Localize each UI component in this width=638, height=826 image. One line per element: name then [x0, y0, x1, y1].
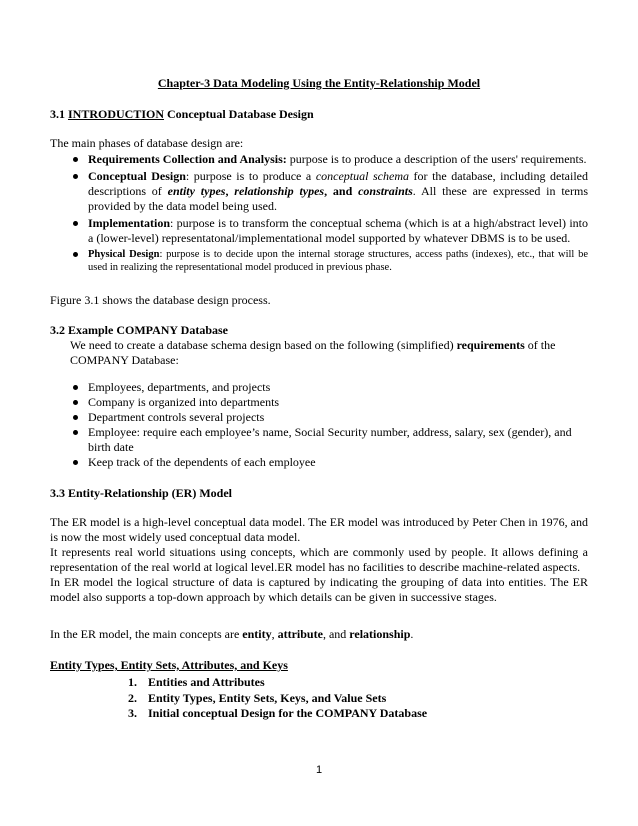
phases-list: [70, 152, 588, 274]
section-3-2-heading: 3.2 Example COMPANY Database: [50, 323, 228, 337]
list-item: [70, 380, 588, 395]
phase-term: Conceptual Design: [88, 169, 186, 183]
paragraph: The ER model is a high-level conceptual data model. The ER model was introduced by Peter Chen in 1976, and is now the most widely used conceptual data model.: [50, 515, 588, 544]
bullet-icon: [73, 174, 78, 179]
item-text: Entities and Attributes: [148, 675, 265, 689]
list-item: [70, 410, 588, 425]
requirement-text: Department controls several projects: [88, 410, 265, 424]
list-item: [128, 675, 568, 691]
phase-text: : purpose is to produce a: [185, 169, 316, 183]
bullet-icon: [73, 400, 78, 405]
list-item: [128, 691, 568, 707]
list-item: [70, 248, 588, 274]
requirement-text: Employee: require each employee’s name, Social Security number, address, salary, sex (gender), and birth date: [88, 425, 572, 454]
item-text: Initial conceptual Design for the COMPANY Database: [148, 706, 428, 720]
phase-text: for the database, including detailed descriptions of: [88, 169, 588, 198]
bullet-icon: [73, 157, 78, 162]
bullet-icon: [73, 385, 78, 390]
section-3-3-heading: 3.3 Entity-Relationship (ER) Model: [50, 486, 233, 500]
paragraph: It represents real world situations using concepts, which are commonly used by people. It allows defining a representation of the real world at logical level.ER model has no facilities to describe machine-related aspects.: [50, 545, 588, 574]
phase-text: . All these are expressed in terms provided by the data model being used.: [88, 184, 589, 213]
main-concepts-paragraph: [50, 627, 590, 642]
bullet-icon: [73, 415, 78, 420]
phase-text: : purpose is to transform the conceptual schema (which is at a high/abstract level) into a (lower-level) representatonal/implementational model supported by whatever DBMS is to be used.: [88, 216, 588, 245]
bullet-icon: [73, 221, 78, 226]
intro-bold: requirements: [456, 338, 525, 352]
bullet-icon: [73, 430, 78, 435]
bullet-icon: [73, 460, 78, 465]
page-number: 1: [315, 764, 323, 776]
entity-types-heading: Entity Types, Entity Sets, Attributes, and Keys: [50, 658, 288, 672]
list-item: [70, 152, 588, 167]
intro-text: of the COMPANY Database:: [70, 338, 556, 367]
list-item: [70, 395, 588, 410]
item-number: 1.: [128, 675, 137, 689]
concepts-end: .: [410, 627, 414, 641]
paragraph: In ER model the logical structure of data is captured by indicating the grouping of data into entities. The ER model also supports a top-down approach by which details can be given in successive stages.: [50, 575, 588, 604]
phase-bold-italic: constraints: [358, 184, 413, 198]
list-item: [128, 706, 568, 722]
requirements-list: [70, 380, 588, 470]
bullet-icon: [73, 252, 78, 257]
item-number: 3.: [128, 706, 137, 720]
requirement-text: Keep track of the dependents of each employee: [88, 455, 316, 469]
item-number: 2.: [128, 690, 137, 705]
section-number: 3.1: [50, 107, 65, 121]
requirement-text: Employees, departments, and projects: [88, 380, 271, 394]
topics-list: [128, 675, 568, 722]
list-item: [70, 216, 588, 246]
phase-separator: , and: [324, 184, 359, 198]
list-item: [70, 169, 588, 214]
phase-term: Requirements Collection and Analysis:: [88, 152, 287, 166]
phase-bold-italic: relationship types: [234, 184, 325, 198]
phase-bold-italic: entity types: [167, 184, 226, 198]
phase-text: purpose is to produce a description of the users' requirements.: [286, 152, 587, 166]
concepts-text: In the ER model, the main concepts are: [50, 627, 243, 641]
phases-intro: The main phases of database design are:: [50, 136, 244, 150]
phase-text: : purpose is to decide upon the internal storage structures, access paths (indexes), etc., that will be used in realizing the representational model produced in previous phase.: [88, 249, 589, 273]
list-item: [70, 455, 588, 470]
list-item: [70, 425, 588, 455]
section-underlined-title: INTRODUCTION: [68, 107, 165, 121]
section-3-1-heading: [50, 107, 590, 122]
concept-entity: entity: [242, 627, 272, 641]
item-text: Entity Types, Entity Sets, Keys, and Value Sets: [148, 690, 387, 705]
phase-term: Physical Design: [88, 249, 160, 260]
intro-text: We need to create a database schema design based on the following (simplified): [70, 338, 457, 352]
requirement-text: Company is organized into departments: [88, 395, 280, 409]
chapter-title: Chapter-3 Data Modeling Using the Entity-Relationship Model: [157, 76, 481, 90]
phase-term: Implementation: [88, 216, 170, 230]
section-rest-title: Conceptual Database Design: [167, 107, 314, 121]
section-3-2-intro: [70, 338, 588, 368]
phase-separator: ,: [225, 184, 235, 198]
concept-relationship: relationship: [349, 627, 411, 641]
concepts-separator: ,: [271, 627, 278, 641]
phase-italic: conceptual schema: [315, 169, 409, 183]
concept-attribute: attribute: [277, 627, 323, 641]
figure-note: Figure 3.1 shows the database design process.: [50, 293, 271, 307]
concepts-separator: , and: [322, 627, 350, 641]
section-3-3-body: [50, 515, 588, 605]
